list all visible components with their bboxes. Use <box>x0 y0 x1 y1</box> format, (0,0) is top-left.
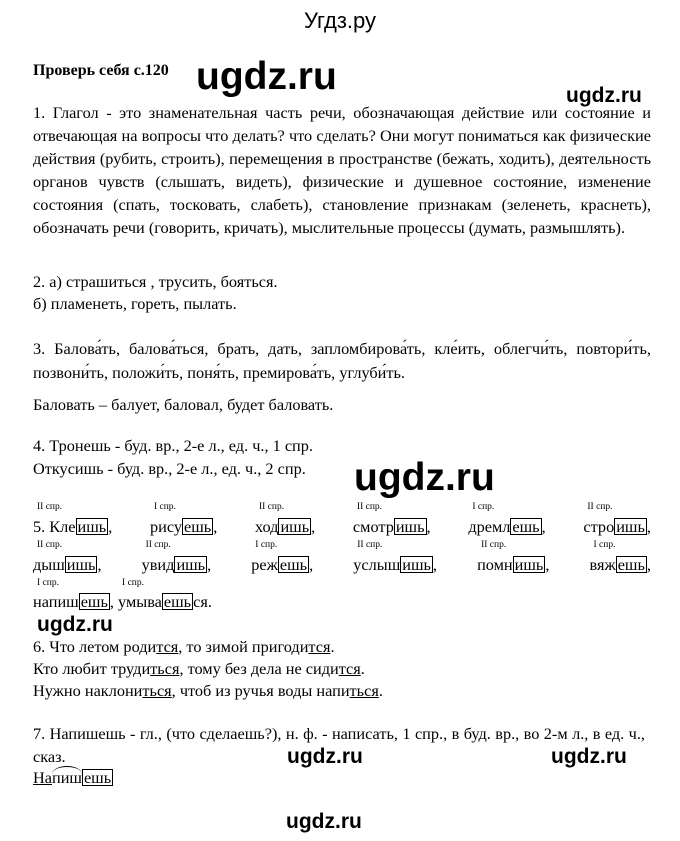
task-2-line-2: б) пламенеть, гореть, пылать. <box>33 294 237 313</box>
conjugation-label: II спр. <box>145 540 171 550</box>
verb-form <box>142 555 216 574</box>
ending-box: ешь <box>279 555 308 574</box>
ending-box: ишь <box>280 517 310 536</box>
task-7-text: 7. Напишешь - гл., (что сделаешь?), н. ф. - написать, 1 спр., в буд. вр., во 2-м л., в ед. ч., сказ. <box>33 724 645 766</box>
page-heading: Проверь себя с.120 <box>33 62 169 79</box>
verb-form <box>33 555 106 574</box>
task-3-text: 3. Балова́ть, балова́ться, брать, дать, запломбирова́ть, кле́ить, облегчи́ть, повтори́ть, позвони́ть, положи́ть, поня́ть, премирова́ть, углуби́ть. <box>33 339 651 382</box>
verb-stem: дремл <box>468 517 511 536</box>
task-4-line-1: 4. Тронешь - буд. вр., 2-е л., ед. ч., 1 спр. <box>33 436 313 455</box>
prefix-mark: На <box>33 768 52 787</box>
ending-box: ишь <box>66 555 96 574</box>
verb-stem: увид <box>141 555 175 574</box>
ending-box: ишь <box>514 555 544 574</box>
verb-form <box>477 555 553 574</box>
conjugation-label: I спр. <box>122 578 145 588</box>
conjugation-label: I спр. <box>255 540 278 550</box>
ending-box: ешь <box>512 517 540 536</box>
verb-stem: вяж <box>589 555 616 574</box>
ending-box: ишь <box>616 517 645 536</box>
conjugation-label: I спр. <box>153 502 176 512</box>
watermark: ugdz.ru <box>354 456 495 499</box>
ending-box: ишь <box>402 555 431 574</box>
watermark: ugdz.ru <box>551 745 627 768</box>
task-2-line-1: 2. а) страшиться , трусить, бояться. <box>33 272 278 291</box>
separator: , <box>311 517 320 536</box>
watermark: ugdz.ru <box>286 810 362 833</box>
verb-form <box>33 592 118 611</box>
root-mark: пиш <box>51 768 82 787</box>
ending-box: ешь <box>80 592 108 611</box>
task-6-line-3: Нужно наклониться, чтоб из ручья воды напиться. <box>33 681 383 700</box>
separator: , <box>213 517 222 536</box>
verb-form <box>255 517 319 536</box>
conjugation-label: II спр. <box>357 540 383 550</box>
verb-form <box>251 555 317 574</box>
task-3-extra: Баловать – балует, баловал, будет баловать. <box>33 395 334 414</box>
verb-form <box>353 555 441 574</box>
verb-form <box>583 517 651 536</box>
watermark: ugdz.ru <box>37 613 113 636</box>
verb-stem: ход <box>254 517 279 536</box>
ending-box: ешь <box>183 517 212 536</box>
task-6-line-2: Кто любит трудиться, тому без дела не сидится. <box>33 659 365 678</box>
separator: , <box>541 517 550 536</box>
conjugation-label: II спр. <box>587 502 613 512</box>
task-5-row <box>33 555 651 575</box>
watermark: ugdz.ru <box>566 84 642 107</box>
verb-stem: рису <box>149 517 182 536</box>
ending-box: ешь <box>617 555 645 574</box>
verb-stem: 5. Кле <box>33 517 76 536</box>
task-5-row <box>33 517 651 537</box>
separator: , <box>646 517 651 536</box>
site-header[interactable]: Угдз.ру <box>303 8 377 33</box>
ending-box: ешь <box>163 592 192 611</box>
verb-form <box>33 517 116 536</box>
ending-box: ишь <box>176 555 206 574</box>
verb-form <box>118 592 212 611</box>
verb-form <box>468 517 549 536</box>
verb-form <box>353 517 435 536</box>
separator: , <box>109 592 119 611</box>
conjugation-label: II спр. <box>37 502 63 512</box>
conjugation-label: I спр. <box>593 540 616 550</box>
verb-stem: напиш <box>33 592 79 611</box>
conjugation-label: II спр. <box>258 502 285 512</box>
separator: , <box>108 517 117 536</box>
task-6-line-1: 6. Что летом родится, то зимой пригодится. <box>33 637 335 656</box>
separator: , <box>545 555 554 574</box>
verb-stem: реж <box>251 555 278 574</box>
verb-form <box>589 555 651 574</box>
watermark: ugdz.ru <box>287 745 363 768</box>
ending-box: ишь <box>395 517 425 536</box>
separator: , <box>207 555 216 574</box>
verb-stem: помн <box>477 555 513 574</box>
conjugation-label: II спр. <box>37 540 63 550</box>
verb-form <box>150 517 221 536</box>
separator: , <box>309 555 318 574</box>
separator: , <box>646 555 651 574</box>
separator: , <box>97 555 106 574</box>
conjugation-label: II спр. <box>356 502 383 512</box>
word-parse-napishesh <box>33 766 113 788</box>
separator: , <box>426 517 435 536</box>
separator: , <box>432 555 442 574</box>
conjugation-label: I спр. <box>472 502 495 512</box>
conjugation-label: I спр. <box>37 578 59 588</box>
task-4-line-2: Откусишь - буд. вр., 2-е л., ед. ч., 2 спр. <box>33 459 306 478</box>
conjugation-label: II спр. <box>481 540 507 550</box>
verb-stem: услыш <box>353 555 401 574</box>
verb-stem: умыва <box>118 592 162 611</box>
watermark: ugdz.ru <box>196 55 337 98</box>
task-5-row <box>33 592 212 612</box>
separator: ся. <box>193 592 212 611</box>
ending-box: ишь <box>77 517 107 536</box>
task-1-text: 1. Глагол - это знаменательная часть речи, обозначающая действие или состояние и отвечающая на вопросы что делать? что сделать? Они могут пониматься как физические действия (рубить, строить), перемещения в пространстве (бежать, ходить), деятельность органов чувств (слышать, видеть), физические и душевное состояние, изменение состояния (спать, тосковать, слабеть), становление признакам (зеленеть, краснеть), обозначать речи (говорить, кричать), мыслительные процессы (думать, размышлять). <box>33 103 651 237</box>
verb-stem: смотр <box>352 517 394 536</box>
ending-box: ешь <box>83 768 112 787</box>
verb-stem: стро <box>583 517 615 536</box>
verb-stem: дыш <box>33 555 65 574</box>
